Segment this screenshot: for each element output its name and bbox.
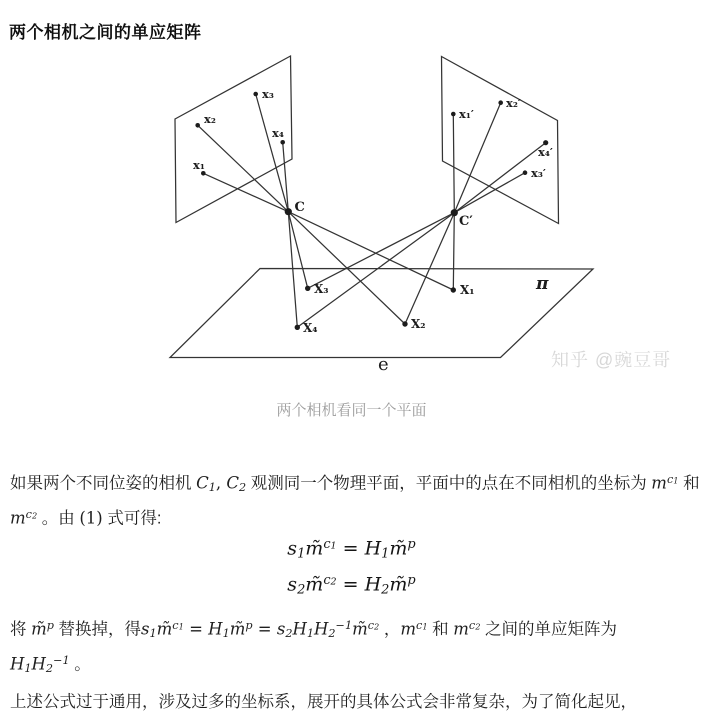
page-title: 两个相机之间的单应矩阵 [9, 23, 202, 43]
label-X1: X₁ [460, 283, 475, 297]
image-point-x3-prime-dot [523, 170, 528, 175]
label-x1: x₁ [193, 158, 205, 172]
scene-point-X3-dot [305, 286, 310, 291]
label-X4: X₄ [303, 321, 318, 335]
ray-x3p-Cp-X3 [308, 173, 525, 289]
image-point-x3-dot [253, 92, 258, 97]
paragraph-2-line-2: $H1H2^{-1}$ 。 [10, 654, 91, 676]
ray-x3-C-X3 [256, 94, 308, 288]
paragraph-2 [10, 612, 700, 682]
equation-line-1: s1m̃$^{c1}$ = H1m̃$^p$ [287, 537, 416, 562]
label-C: C [294, 200, 305, 215]
label-C-prime: C′ [459, 214, 473, 229]
image-point-x2-prime-dot [498, 100, 503, 105]
ray-x1p-Cp-X1 [453, 114, 454, 290]
ray-x2-C-X2 [198, 125, 405, 324]
ground-plane [170, 269, 593, 358]
ray-x4p-Cp-X4 [294, 143, 545, 328]
label-x4-prime: x₄′ [538, 145, 553, 159]
figure-caption: 两个相机看同一个平面 [276, 402, 427, 419]
paragraph-1-line-2: $m^{c2}$ 。由 (1) 式可得: [10, 508, 162, 528]
paragraph-3 [10, 689, 700, 714]
scene-point-X2-dot [402, 321, 407, 326]
image-point-x2-dot [195, 123, 200, 128]
ray-x4-C-X4 [283, 142, 298, 327]
label-x1-prime: x₁′ [459, 107, 474, 121]
scene-point-X4-dot [295, 325, 300, 330]
scene-point-X1-dot [451, 287, 456, 292]
right-image-plane [442, 57, 559, 224]
paragraph-3-line-1: 上述公式过于通用，涉及过多的坐标系，展开的具体公式会非常复杂，为了简化起见， [10, 693, 637, 711]
equation-block [0, 531, 703, 604]
label-pi: π [536, 274, 549, 294]
label-x2-prime: x₂′ [506, 96, 521, 110]
ray-x1-C-X1 [203, 173, 453, 290]
camera-center-C-dot [285, 208, 292, 215]
label-X2: X₂ [411, 317, 426, 331]
camera-center-C-prime-dot [451, 209, 458, 216]
label-x4: x₄ [272, 126, 284, 140]
paragraph-1 [10, 466, 700, 533]
image-point-x4-dot [280, 140, 285, 145]
label-x2: x₂ [204, 112, 216, 126]
equation-line-2: s2m̃$^{c2}$ = H2m̃$^p$ [287, 573, 416, 598]
label-x3: x₃ [262, 87, 274, 101]
paragraph-2-line-1: 将 m̃$^p$ 替换掉，得s1m̃$^{c1}$ = H1m̃$^p$ = $s2H1H2^{-1}m̃^{c2}$ ，$m^{c1}$ 和 $m^{c2}$ 之间的单应矩阵为 [10, 619, 618, 641]
label-e: e [378, 354, 389, 375]
zhihu-watermark: 知乎 @豌豆哥 [551, 350, 672, 370]
paragraph-1-line-1: 如果两个不同位姿的相机 C1, C2 观测同一个物理平面，平面中的点在不同相机的坐标为 $m^{c1}$ 和 [10, 473, 700, 495]
label-X3: X₃ [314, 282, 329, 296]
image-point-x1-prime-dot [451, 112, 456, 117]
label-x3-prime: x₃′ [531, 166, 546, 180]
